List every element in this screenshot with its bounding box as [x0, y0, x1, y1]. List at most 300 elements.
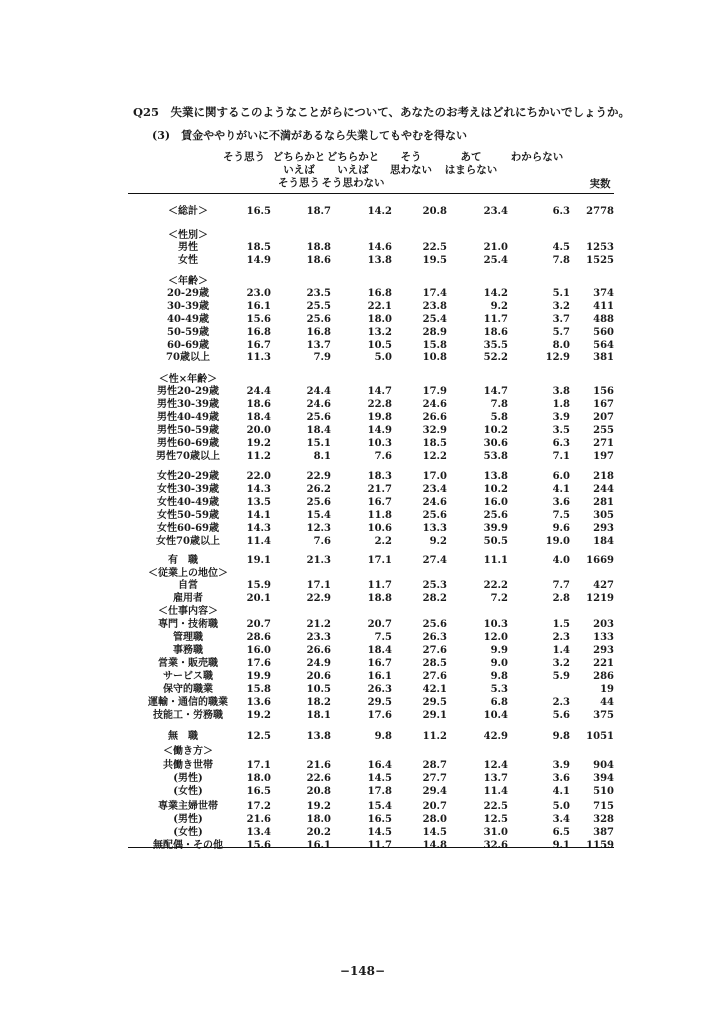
table-cell: 14.1 [246, 510, 271, 521]
table-cell: 9.6 [552, 523, 570, 534]
table-cell: 22.8 [367, 399, 392, 410]
table-cell: 4.1 [552, 484, 570, 495]
column-header-line: 実数 [589, 178, 611, 190]
table-cell: 2.3 [552, 697, 570, 708]
column-header-line: あて [460, 151, 482, 163]
column-header-line: はまらない [444, 164, 498, 176]
table-cell: 13.6 [246, 697, 271, 708]
table-cell: 23.3 [306, 632, 331, 643]
table-cell: 15.9 [246, 580, 271, 591]
table-cell: 19.0 [545, 536, 570, 547]
row-label: (女性) [173, 786, 203, 797]
table-cell: 10.3 [483, 619, 508, 630]
table-cell: 9.1 [552, 840, 570, 851]
table-cell: 6.3 [552, 206, 570, 217]
row-label: ＜仕事内容＞ [158, 606, 218, 617]
table-cell: 24.4 [306, 386, 331, 397]
table-cell: 15.6 [246, 314, 271, 325]
table-cell: 184 [593, 536, 614, 547]
table-cell: 15.4 [367, 801, 392, 812]
table-row [0, 313, 725, 326]
row-label: 無職 [168, 731, 208, 742]
table-cell: 22.1 [367, 301, 392, 312]
table-cell: 14.6 [367, 242, 392, 253]
table-cell: 10.4 [483, 710, 508, 721]
row-label: 男性70歳以上 [156, 451, 220, 462]
table-row [0, 326, 725, 339]
table-cell: 18.7 [306, 206, 331, 217]
table-cell: 17.0 [422, 471, 447, 482]
table-cell: 11.7 [367, 840, 392, 851]
table-cell: 28.6 [246, 632, 271, 643]
table-cell: 133 [593, 632, 614, 643]
table-cell: 1253 [586, 242, 614, 253]
column-header [560, 178, 640, 191]
table-cell: 10.5 [367, 340, 392, 351]
table-row [0, 287, 725, 300]
table-cell: 23.5 [306, 288, 331, 299]
table-cell: 13.8 [367, 255, 392, 266]
table-cell: 42.1 [422, 684, 447, 695]
table-cell: 25.6 [483, 510, 508, 521]
table-cell: 510 [593, 786, 614, 797]
row-label: ＜働き方＞ [163, 746, 213, 757]
table-cell: 27.6 [422, 671, 447, 682]
table-cell: 28.9 [422, 327, 447, 338]
table-cell: 271 [593, 438, 614, 449]
table-cell: 12.5 [246, 731, 271, 742]
table-cell: 21.6 [246, 814, 271, 825]
table-cell: 6.0 [552, 471, 570, 482]
row-label: 女性30-39歳 [157, 484, 219, 495]
table-cell: 427 [593, 580, 614, 591]
table-cell: 5.6 [552, 710, 570, 721]
table-cell: 32.6 [483, 840, 508, 851]
row-label: 管理職 [173, 632, 203, 643]
table-cell: 16.8 [246, 327, 271, 338]
table-cell: 32.9 [422, 425, 447, 436]
table-cell: 18.4 [306, 425, 331, 436]
table-cell: 26.3 [367, 684, 392, 695]
table-cell: 14.9 [367, 425, 392, 436]
table-cell: 1159 [586, 840, 614, 851]
table-cell: 387 [593, 827, 614, 838]
table-row [0, 496, 725, 509]
table-cell: 22.2 [483, 580, 508, 591]
table-cell: 5.7 [552, 327, 570, 338]
table-row [0, 522, 725, 535]
table-cell: 6.8 [490, 697, 508, 708]
table-cell: 17.2 [246, 801, 271, 812]
column-header-line: わからない [510, 151, 564, 163]
table-cell: 12.3 [306, 523, 331, 534]
table-cell: 20.1 [246, 593, 271, 604]
table-cell: 286 [593, 671, 614, 682]
table-cell: 17.6 [246, 658, 271, 669]
table-row [0, 509, 725, 522]
table-cell: 11.2 [422, 731, 447, 742]
table-cell: 293 [593, 523, 614, 534]
table-cell: 564 [593, 340, 614, 351]
table-cell: 3.9 [552, 412, 570, 423]
row-label: (女性) [173, 827, 203, 838]
table-cell: 16.8 [367, 288, 392, 299]
table-cell: 3.6 [552, 773, 570, 784]
table-cell: 21.3 [306, 555, 331, 566]
table-cell: 293 [593, 645, 614, 656]
row-label: ＜性別＞ [168, 230, 208, 241]
table-cell: 13.8 [483, 471, 508, 482]
question-title: Q25 失業に関するこのようなことがらについて、あなたのお考えはどれにちかいでしょうか。 [133, 105, 631, 119]
table-row [0, 657, 725, 670]
table-cell: 17.1 [367, 555, 392, 566]
table-cell: 8.0 [552, 340, 570, 351]
column-header [497, 151, 577, 164]
table-cell: 25.4 [422, 314, 447, 325]
table-cell: 18.1 [306, 710, 331, 721]
table-cell: 2.2 [374, 536, 392, 547]
table-cell: 25.5 [306, 301, 331, 312]
row-label: ＜年齢＞ [168, 276, 208, 287]
table-cell: 28.7 [422, 760, 447, 771]
table-cell: 9.8 [490, 671, 508, 682]
row-label: 男性20-29歳 [157, 386, 219, 397]
table-cell: 25.6 [422, 510, 447, 521]
table-cell: 3.2 [552, 301, 570, 312]
table-cell: 24.6 [306, 399, 331, 410]
table-row [0, 483, 725, 496]
table-row [0, 696, 725, 709]
table-cell: 22.0 [246, 471, 271, 482]
row-label: 無配偶・その他 [153, 840, 223, 851]
table-cell: 5.0 [552, 801, 570, 812]
table-cell: 167 [593, 399, 614, 410]
table-row [0, 535, 725, 548]
table-cell: 16.1 [306, 840, 331, 851]
table-cell: 14.7 [367, 386, 392, 397]
row-label: ＜性×年齢＞ [158, 374, 218, 385]
row-label: 運輸・通信的職業 [148, 697, 228, 708]
table-cell: 11.4 [483, 786, 508, 797]
table-cell: 16.5 [246, 206, 271, 217]
table-cell: 13.8 [306, 731, 331, 742]
column-header-line: そう思わない [321, 177, 385, 189]
row-label: 技能工・労務職 [153, 710, 223, 721]
table-cell: 17.8 [367, 786, 392, 797]
table-cell: 23.4 [422, 484, 447, 495]
table-row [0, 618, 725, 631]
column-header-line: そう思う [278, 177, 320, 189]
table-row [0, 205, 725, 218]
table-cell: 244 [593, 484, 614, 495]
table-row [0, 450, 725, 463]
table-cell: 1.4 [552, 645, 570, 656]
table-cell: 1051 [586, 731, 614, 742]
column-header-line: そう思う [223, 151, 265, 163]
row-label: サービス職 [163, 671, 213, 682]
table-cell: 31.0 [483, 827, 508, 838]
table-cell: 15.4 [306, 510, 331, 521]
table-cell: 18.4 [246, 412, 271, 423]
table-cell: 374 [593, 288, 614, 299]
table-cell: 26.2 [306, 484, 331, 495]
table-cell: 7.6 [374, 451, 392, 462]
table-cell: 18.3 [367, 471, 392, 482]
question-subtitle: (3) 賃金ややりがいに不満があるなら失業してもやむを得ない [152, 129, 468, 142]
table-cell: 2778 [586, 206, 614, 217]
page-number: −148− [339, 964, 386, 978]
table-cell: 14.2 [483, 288, 508, 299]
table-cell: 19 [600, 684, 614, 695]
table-cell: 15.1 [306, 438, 331, 449]
table-cell: 13.5 [246, 497, 271, 508]
table-cell: 16.1 [246, 301, 271, 312]
table-cell: 18.8 [367, 593, 392, 604]
table-row [0, 745, 725, 758]
table-row [0, 709, 725, 722]
table-row [0, 424, 725, 437]
table-cell: 17.1 [306, 580, 331, 591]
table-cell: 28.0 [422, 814, 447, 825]
row-label: 男性30-39歳 [157, 399, 219, 410]
table-cell: 715 [593, 801, 614, 812]
table-cell: 1.8 [552, 399, 570, 410]
table-cell: 12.0 [483, 632, 508, 643]
table-cell: 16.1 [367, 671, 392, 682]
table-cell: 19.5 [422, 255, 447, 266]
table-cell: 13.7 [306, 340, 331, 351]
table-cell: 13.2 [367, 327, 392, 338]
table-row [0, 631, 725, 644]
row-label: 女性50-59歳 [157, 510, 219, 521]
table-row [0, 683, 725, 696]
table-cell: 17.9 [422, 386, 447, 397]
table-cell: 19.2 [246, 438, 271, 449]
table-cell: 218 [593, 471, 614, 482]
table-cell: 17.4 [422, 288, 447, 299]
table-cell: 328 [593, 814, 614, 825]
table-row [0, 730, 725, 743]
table-cell: 255 [593, 425, 614, 436]
table-cell: 16.5 [246, 786, 271, 797]
table-cell: 3.2 [552, 658, 570, 669]
table-row [0, 300, 725, 313]
table-cell: 18.4 [367, 645, 392, 656]
table-cell: 16.0 [483, 497, 508, 508]
table-cell: 17.6 [367, 710, 392, 721]
table-cell: 14.3 [246, 484, 271, 495]
table-cell: 10.5 [306, 684, 331, 695]
table-cell: 7.5 [552, 510, 570, 521]
table-cell: 7.8 [490, 399, 508, 410]
table-cell: 20.8 [306, 786, 331, 797]
row-label: 専門・技術職 [158, 619, 218, 630]
table-cell: 11.3 [246, 352, 271, 363]
table-cell: 20.7 [367, 619, 392, 630]
table-cell: 25.6 [306, 412, 331, 423]
table-cell: 14.7 [483, 386, 508, 397]
table-cell: 28.2 [422, 593, 447, 604]
table-cell: 35.5 [483, 340, 508, 351]
table-cell: 18.8 [306, 242, 331, 253]
row-label: 自営 [178, 580, 198, 591]
row-label: 男性60-69歳 [157, 438, 219, 449]
table-cell: 24.9 [306, 658, 331, 669]
table-cell: 18.0 [306, 814, 331, 825]
table-cell: 15.8 [422, 340, 447, 351]
table-cell: 25.6 [306, 314, 331, 325]
table-cell: 14.8 [422, 840, 447, 851]
table-row [0, 785, 725, 798]
table-cell: 9.9 [490, 645, 508, 656]
table-cell: 9.8 [552, 731, 570, 742]
row-label: 40-49歳 [167, 314, 209, 325]
table-cell: 10.2 [483, 484, 508, 495]
row-label: 保守的職業 [163, 684, 213, 695]
table-cell: 5.0 [374, 352, 392, 363]
table-cell: 19.1 [246, 555, 271, 566]
row-label: 事務職 [173, 645, 203, 656]
table-cell: 5.1 [552, 288, 570, 299]
table-row [0, 579, 725, 592]
table-cell: 18.0 [246, 773, 271, 784]
table-row [0, 826, 725, 839]
table-cell: 18.2 [306, 697, 331, 708]
table-cell: 9.0 [490, 658, 508, 669]
row-label: ＜総計＞ [168, 206, 208, 217]
table-cell: 3.5 [552, 425, 570, 436]
column-header-line: いえば [337, 164, 369, 176]
table-cell: 24.6 [422, 497, 447, 508]
table-cell: 560 [593, 327, 614, 338]
table-row [0, 411, 725, 424]
table-row [0, 351, 725, 364]
table-cell: 1669 [586, 555, 614, 566]
table-cell: 29.5 [367, 697, 392, 708]
table-cell: 14.5 [422, 827, 447, 838]
table-cell: 29.4 [422, 786, 447, 797]
column-header-line: どちらかと [272, 151, 326, 163]
row-label: 女性70歳以上 [156, 536, 220, 547]
table-cell: 3.8 [552, 386, 570, 397]
table-cell: 16.4 [367, 760, 392, 771]
table-cell: 25.6 [306, 497, 331, 508]
table-cell: 20.6 [306, 671, 331, 682]
table-row [0, 554, 725, 567]
table-cell: 53.8 [483, 451, 508, 462]
table-cell: 27.7 [422, 773, 447, 784]
table-cell: 13.7 [483, 773, 508, 784]
row-label: 雇用者 [173, 593, 203, 604]
table-row [0, 800, 725, 813]
table-cell: 9.2 [429, 536, 447, 547]
table-cell: 25.4 [483, 255, 508, 266]
table-cell: 52.2 [483, 352, 508, 363]
row-label: 60-69歳 [167, 340, 209, 351]
table-cell: 16.8 [306, 327, 331, 338]
table-cell: 21.0 [483, 242, 508, 253]
row-label: 20-29歳 [167, 288, 209, 299]
column-header-line: いえば [283, 164, 315, 176]
table-cell: 17.1 [246, 760, 271, 771]
table-cell: 25.3 [422, 580, 447, 591]
table-cell: 14.5 [367, 773, 392, 784]
column-header-line: 思わない [390, 164, 432, 176]
table-cell: 23.0 [246, 288, 271, 299]
table-cell: 7.2 [490, 593, 508, 604]
header-rule [128, 193, 614, 194]
table-cell: 29.5 [422, 697, 447, 708]
table-cell: 13.4 [246, 827, 271, 838]
table-cell: 16.5 [367, 814, 392, 825]
table-cell: 13.3 [422, 523, 447, 534]
table-cell: 19.2 [246, 710, 271, 721]
row-label: 50-59歳 [167, 327, 209, 338]
table-cell: 381 [593, 352, 614, 363]
table-cell: 305 [593, 510, 614, 521]
table-cell: 11.8 [367, 510, 392, 521]
table-cell: 42.9 [483, 731, 508, 742]
row-label: 男性50-59歳 [157, 425, 219, 436]
row-label: 女性 [178, 255, 198, 266]
table-cell: 22.9 [306, 593, 331, 604]
table-cell: 156 [593, 386, 614, 397]
table-cell: 14.9 [246, 255, 271, 266]
table-cell: 12.4 [483, 760, 508, 771]
table-cell: 7.8 [552, 255, 570, 266]
table-cell: 394 [593, 773, 614, 784]
table-cell: 11.1 [483, 555, 508, 566]
table-cell: 20.8 [422, 206, 447, 217]
table-cell: 203 [593, 619, 614, 630]
table-cell: 2.8 [552, 593, 570, 604]
table-cell: 16.0 [246, 645, 271, 656]
table-row [0, 772, 725, 785]
table-cell: 18.5 [246, 242, 271, 253]
row-label: 男性 [178, 242, 198, 253]
bottom-rule [128, 847, 614, 848]
table-cell: 10.3 [367, 438, 392, 449]
row-label: (男性) [173, 814, 203, 825]
table-cell: 375 [593, 710, 614, 721]
table-cell: 1525 [586, 255, 614, 266]
table-cell: 4.0 [552, 555, 570, 566]
table-row [0, 385, 725, 398]
row-label: 営業・販売職 [158, 658, 218, 669]
table-cell: 4.5 [552, 242, 570, 253]
table-cell: 2.3 [552, 632, 570, 643]
table-row [0, 254, 725, 267]
table-cell: 19.8 [367, 412, 392, 423]
table-cell: 10.8 [422, 352, 447, 363]
table-cell: 7.5 [374, 632, 392, 643]
table-cell: 26.6 [306, 645, 331, 656]
table-cell: 5.9 [552, 671, 570, 682]
table-cell: 6.5 [552, 827, 570, 838]
row-label: 共働き世帯 [163, 760, 213, 771]
table-cell: 25.6 [422, 619, 447, 630]
table-cell: 11.4 [246, 536, 271, 547]
row-label: ＜従業上の地位＞ [148, 568, 228, 579]
table-cell: 8.1 [313, 451, 331, 462]
column-header-line: そう [400, 151, 422, 163]
table-cell: 12.9 [545, 352, 570, 363]
table-cell: 30.6 [483, 438, 508, 449]
table-row [0, 398, 725, 411]
table-cell: 26.6 [422, 412, 447, 423]
row-label: 男性40-49歳 [157, 412, 219, 423]
table-cell: 207 [593, 412, 614, 423]
